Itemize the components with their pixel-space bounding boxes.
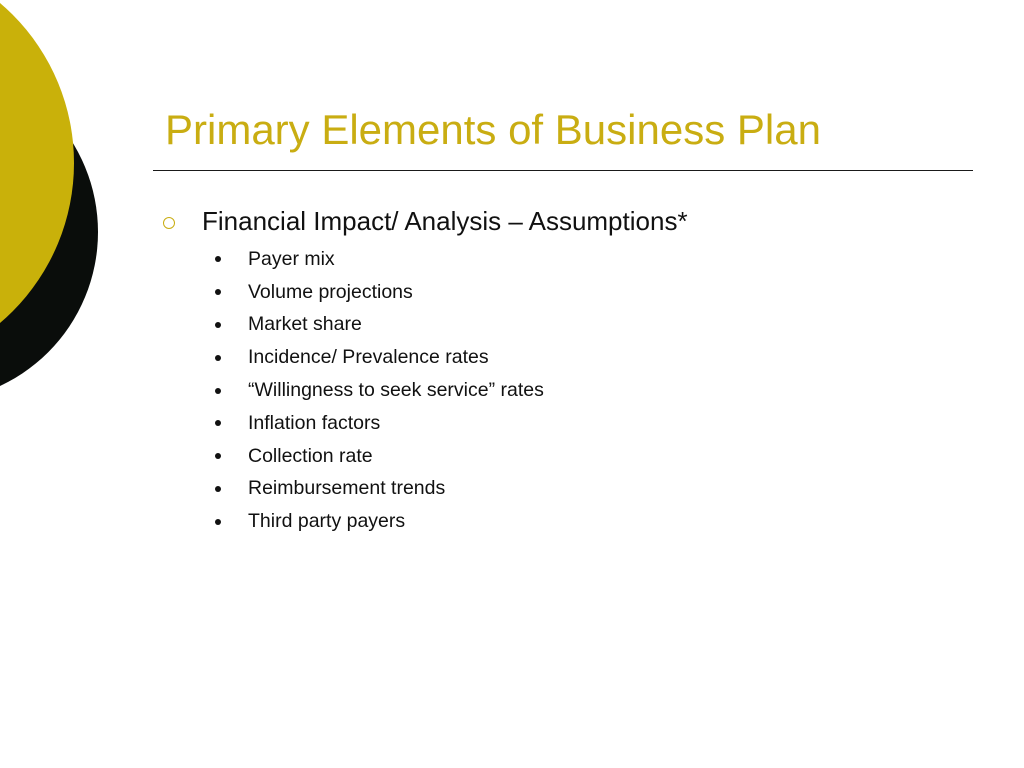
sub-bullet-list: [215, 243, 544, 538]
sub-bullet-text: Payer mix: [248, 247, 335, 270]
main-bullet: [163, 202, 688, 240]
dot-bullet-icon: [215, 322, 221, 328]
sub-bullet-item: [215, 341, 544, 374]
sub-bullet-item: [215, 374, 544, 407]
hollow-circle-bullet-icon: [163, 217, 175, 229]
sub-bullet-text: Market share: [248, 313, 362, 336]
sub-bullet-text: Inflation factors: [248, 411, 381, 434]
dot-bullet-icon: [215, 519, 221, 525]
dot-bullet-icon: [215, 289, 221, 295]
sub-bullet-item: [215, 309, 544, 342]
sub-bullet-item: [215, 276, 544, 309]
sub-bullet-text: Incidence/ Prevalence rates: [248, 346, 489, 369]
title-divider: [153, 170, 973, 171]
sub-bullet-item: [215, 440, 544, 473]
dot-bullet-icon: [215, 355, 221, 361]
sub-bullet-text: “Willingness to seek service” rates: [248, 379, 544, 402]
sub-bullet-item: [215, 473, 544, 506]
dot-bullet-icon: [215, 256, 221, 262]
dot-bullet-icon: [215, 388, 221, 394]
sub-bullet-item: [215, 505, 544, 538]
dot-bullet-icon: [215, 453, 221, 459]
sub-bullet-text: Volume projections: [248, 280, 413, 303]
sub-bullet-item: [215, 243, 544, 276]
sub-bullet-item: [215, 407, 544, 440]
dot-bullet-icon: [215, 486, 221, 492]
sub-bullet-text: Third party payers: [248, 510, 406, 533]
dot-bullet-icon: [215, 420, 221, 426]
slide-title: Primary Elements of Business Plan: [165, 106, 821, 153]
sub-bullet-text: Collection rate: [248, 444, 373, 467]
main-bullet-text: Financial Impact/ Analysis – Assumptions*: [202, 206, 688, 236]
sub-bullet-text: Reimbursement trends: [248, 477, 446, 500]
